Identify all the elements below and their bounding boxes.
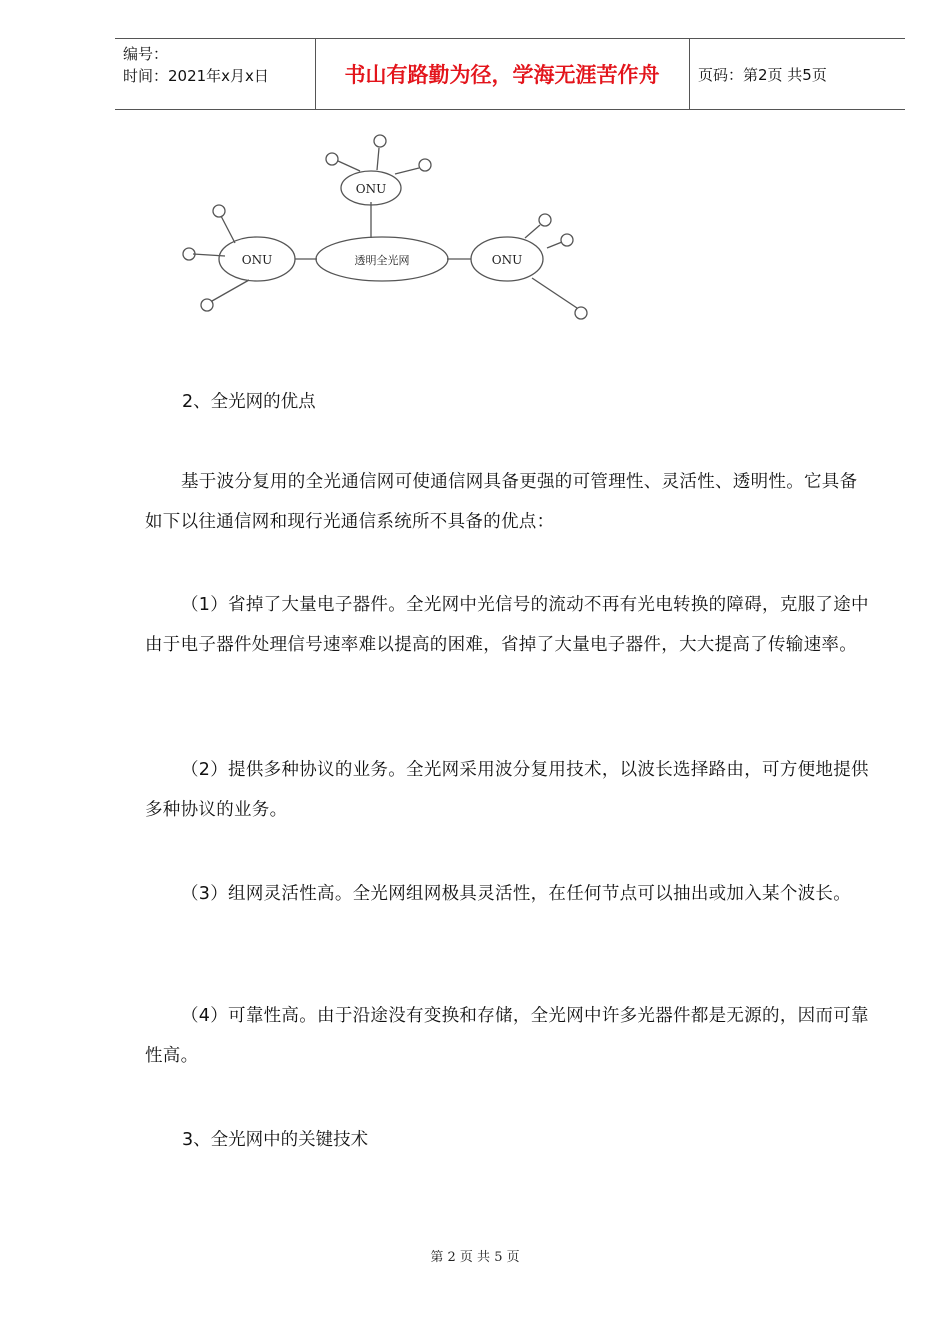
advantage-item-1: （1）省掉了大量电子器件。全光网中光信号的流动不再有光电转换的障碍，克服了途中由于电子器件处理信号速率难以提高的困难，省掉了大量电子器件，大大提高了传输速率。: [145, 595, 869, 655]
page-footer: 第 2 页 共 5 页: [430, 1250, 520, 1265]
advantage-item-2: （2）提供多种协议的业务。全光网采用波分复用技术，以波长选择路由，可方便地提供多种协议的业务。: [145, 760, 869, 820]
section-2-heading: 2、全光网的优点: [182, 392, 316, 412]
advantage-item-4: （4）可靠性高。由于沿途没有变换和存储，全光网中许多光器件都是无源的，因而可靠性高。: [145, 1006, 869, 1066]
time-label: 时间：2021年x月x日: [123, 67, 269, 85]
onu-right-label: ONU: [491, 253, 523, 267]
section-2-intro: 基于波分复用的全光通信网可使通信网具备更强的可管理性、灵活性、透明性。它具备如下以往通信网和现行光通信系统所不具备的优点：: [145, 472, 858, 532]
onu-left-label: ONU: [241, 253, 273, 267]
page-header: [115, 38, 905, 110]
number-label: 编号：: [123, 45, 169, 63]
section-3-heading: 3、全光网中的关键技术: [182, 1130, 369, 1150]
onu-top-label: ONU: [355, 182, 387, 196]
advantage-item-3: （3）组网灵活性高。全光网组网极具灵活性，在任何节点可以抽出或加入某个波长。: [181, 884, 852, 904]
network-diagram: [175, 128, 615, 328]
header-motto: 书山有路勤为径，学海无涯苦作舟: [315, 39, 690, 109]
header-page-info: 页码：第2页 共5页: [698, 65, 827, 84]
network-diagram-svg: [175, 128, 615, 328]
center-network-label: 透明全光网: [354, 254, 410, 267]
header-meta: [115, 39, 316, 109]
